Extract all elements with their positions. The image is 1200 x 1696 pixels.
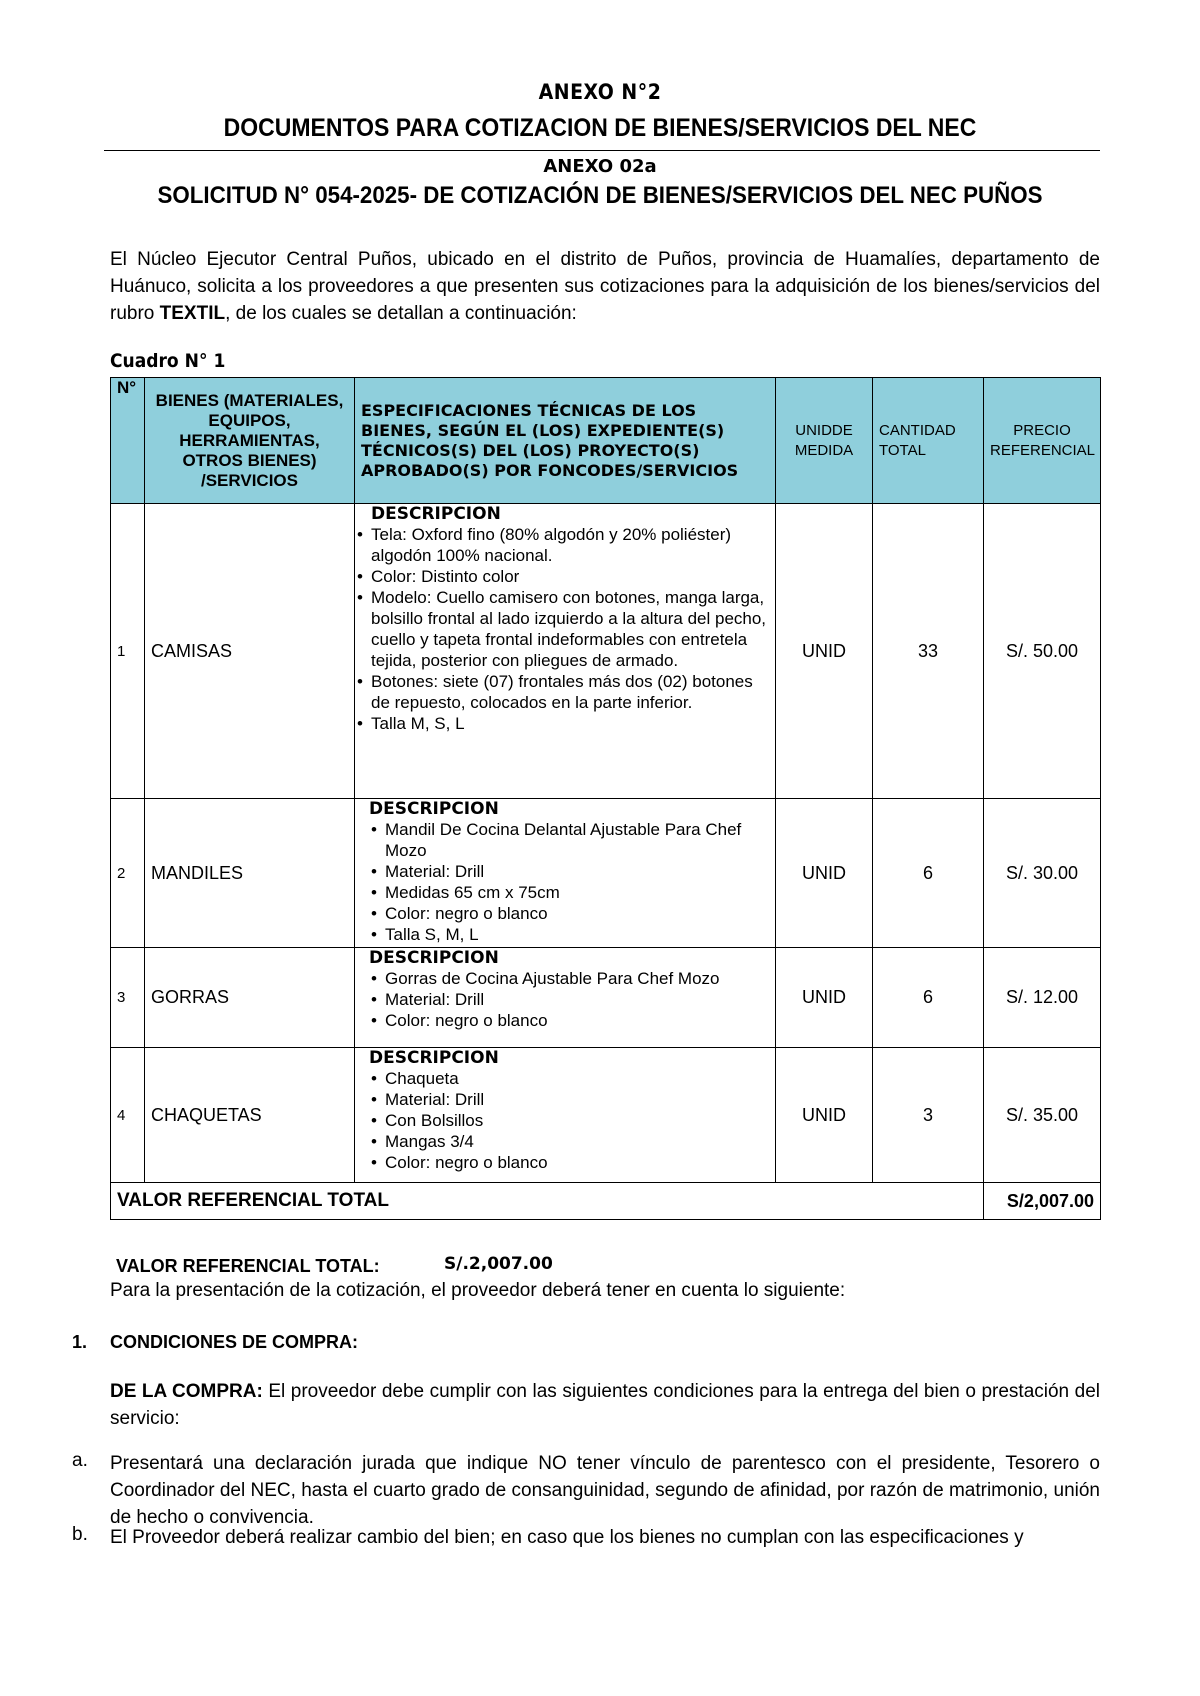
description-item: • Gorras de Cocina Ajustable Para Chef Mozo <box>371 968 771 989</box>
table-row <box>111 948 1101 1048</box>
title-divider <box>104 150 1100 151</box>
intro-text-before: El Núcleo Ejecutor Central Puños, ubicado en el distrito de Puños, provincia de Huamalíes, departamento de Huánuco, solicita a los proveedores a que presenten sus cotizaciones para la adquisición de los bienes/servicios del rubro <box>110 249 1100 324</box>
request-title: SOLICITUD N° 054-2025- DE COTIZACIÓN DE BIENES/SERVICIOS DEL NEC PUÑOS <box>157 182 1043 209</box>
intro-paragraph <box>110 246 1100 327</box>
description-item: • Color: Distinto color <box>357 566 771 587</box>
row-unit: UNID <box>776 1048 873 1183</box>
header-specifications: ESPECIFICACIONES TÉCNICAS DE LOS BIENES, SEGÚN EL (LOS) EXPEDIENTE(S) TÉCNICOS(S) DEL (LOS) PROYECTO(S) APROBADO(S) POR FONCODES/SERVICIOS <box>355 378 776 504</box>
table-caption: Cuadro N° 1 <box>110 350 226 372</box>
description-list <box>365 968 771 1031</box>
description-list <box>365 1068 771 1173</box>
row-description <box>355 948 776 1048</box>
description-item: • Modelo: Cuello camisero con botones, manga larga, bolsillo frontal al lado izquierdo a la altura del pecho, cuello y tapeta frontal indeformables con entretela tejida, posterior con pliegues de armado. <box>357 587 771 671</box>
row-price: S/. 12.00 <box>984 948 1101 1048</box>
row-description <box>355 799 776 948</box>
row-price: S/. 35.00 <box>984 1048 1101 1183</box>
description-list <box>365 819 771 945</box>
row-price: S/. 30.00 <box>984 799 1101 948</box>
description-title: DESCRIPCION <box>371 504 501 524</box>
table-total-row <box>111 1183 1101 1220</box>
description-title: DESCRIPCION <box>369 799 499 819</box>
row-description <box>355 504 776 799</box>
table-row <box>111 1048 1101 1183</box>
purchase-text: El proveedor debe cumplir con las siguientes condiciones para la entrega del bien o prestación del servicio: <box>110 1381 1100 1429</box>
condition-item: El Proveedor deberá realizar cambio del bien; en caso que los bienes no cumplan con las especificaciones y <box>110 1527 1024 1548</box>
annex-subtitle: ANEXO 02a <box>543 156 657 177</box>
row-quantity: 6 <box>873 799 984 948</box>
annex-title: ANEXO N°2 <box>538 80 662 104</box>
description-item: • Tela: Oxford fino (80% algodón y 20% poliéster) algodón 100% nacional. <box>357 524 771 566</box>
intro-rubro: TEXTIL <box>159 303 226 324</box>
description-item: • Talla M, S, L <box>357 713 771 734</box>
row-item-name: CHAQUETAS <box>145 1048 355 1183</box>
description-item: • Material: Drill <box>371 989 771 1010</box>
condition-item: Presentará una declaración jurada que indique NO tener vínculo de parentesco con el presidente, Tesorero o Coordinador del NEC, hasta el cuarto grado de consanguinidad, segundo de afinidad, por razón de matrimonio, unión de hecho o convivencia. <box>110 1453 1100 1528</box>
row-unit: UNID <box>776 948 873 1048</box>
section-number: 1. <box>72 1332 88 1352</box>
header-goods: BIENES (MATERIALES, EQUIPOS, HERRAMIENTAS, OTROS BIENES) /SERVICIOS <box>145 378 355 504</box>
row-quantity: 33 <box>873 504 984 799</box>
description-item: • Mandil De Cocina Delantal Ajustable Para Chef Mozo <box>371 819 771 861</box>
description-item: • Material: Drill <box>371 1089 771 1110</box>
row-unit: UNID <box>776 504 873 799</box>
header-number: N° <box>111 378 145 504</box>
total-label: VALOR REFERENCIAL TOTAL <box>111 1183 984 1220</box>
row-item-name: MANDILES <box>145 799 355 948</box>
description-title: DESCRIPCION <box>369 948 499 968</box>
row-number: 2 <box>111 799 145 948</box>
reference-total-label: VALOR REFERENCIAL TOTAL: <box>116 1256 380 1276</box>
header-quantity: CANTIDAD TOTAL <box>873 378 984 504</box>
row-item-name: CAMISAS <box>145 504 355 799</box>
table-row <box>111 799 1101 948</box>
description-item: • Color: negro o blanco <box>371 1010 771 1031</box>
description-item: • Talla S, M, L <box>371 924 771 945</box>
row-quantity: 3 <box>873 1048 984 1183</box>
table-header-row <box>111 378 1101 504</box>
description-title: DESCRIPCION <box>369 1048 499 1068</box>
intro-text-after: , de los cuales se detallan a continuación: <box>225 303 577 324</box>
description-item: • Color: negro o blanco <box>371 1152 771 1173</box>
row-number: 3 <box>111 948 145 1048</box>
quote-table <box>110 377 1101 1220</box>
total-value: S/2,007.00 <box>984 1183 1101 1220</box>
section-title: CONDICIONES DE COMPRA: <box>110 1332 359 1352</box>
purchase-label: DE LA COMPRA: <box>110 1381 263 1402</box>
header-price: PRECIO REFERENCIAL <box>984 378 1101 504</box>
row-number: 4 <box>111 1048 145 1183</box>
list-letter: b. <box>72 1524 88 1545</box>
description-item: • Botones: siete (07) frontales más dos (02) botones de repuesto, colocados en la parte inferior. <box>357 671 771 713</box>
description-item: • Con Bolsillos <box>371 1110 771 1131</box>
reference-total-value: S/.2,007.00 <box>444 1254 553 1274</box>
description-item: • Medidas 65 cm x 75cm <box>371 882 771 903</box>
row-description <box>355 1048 776 1183</box>
presentation-note: Para la presentación de la cotización, el proveedor deberá tener en cuenta lo siguiente: <box>110 1280 846 1301</box>
purchase-conditions <box>110 1378 1100 1432</box>
description-item: • Material: Drill <box>371 861 771 882</box>
list-letter: a. <box>72 1450 88 1471</box>
row-price: S/. 50.00 <box>984 504 1101 799</box>
row-item-name: GORRAS <box>145 948 355 1048</box>
row-quantity: 6 <box>873 948 984 1048</box>
table-row <box>111 504 1101 799</box>
description-list <box>357 524 771 734</box>
documents-title: DOCUMENTOS PARA COTIZACION DE BIENES/SERVICIOS DEL NEC <box>223 114 977 142</box>
header-unit: UNIDDE MEDIDA <box>776 378 873 504</box>
description-item: • Color: negro o blanco <box>371 903 771 924</box>
row-number: 1 <box>111 504 145 799</box>
description-item: • Mangas 3/4 <box>371 1131 771 1152</box>
description-item: • Chaqueta <box>371 1068 771 1089</box>
row-unit: UNID <box>776 799 873 948</box>
